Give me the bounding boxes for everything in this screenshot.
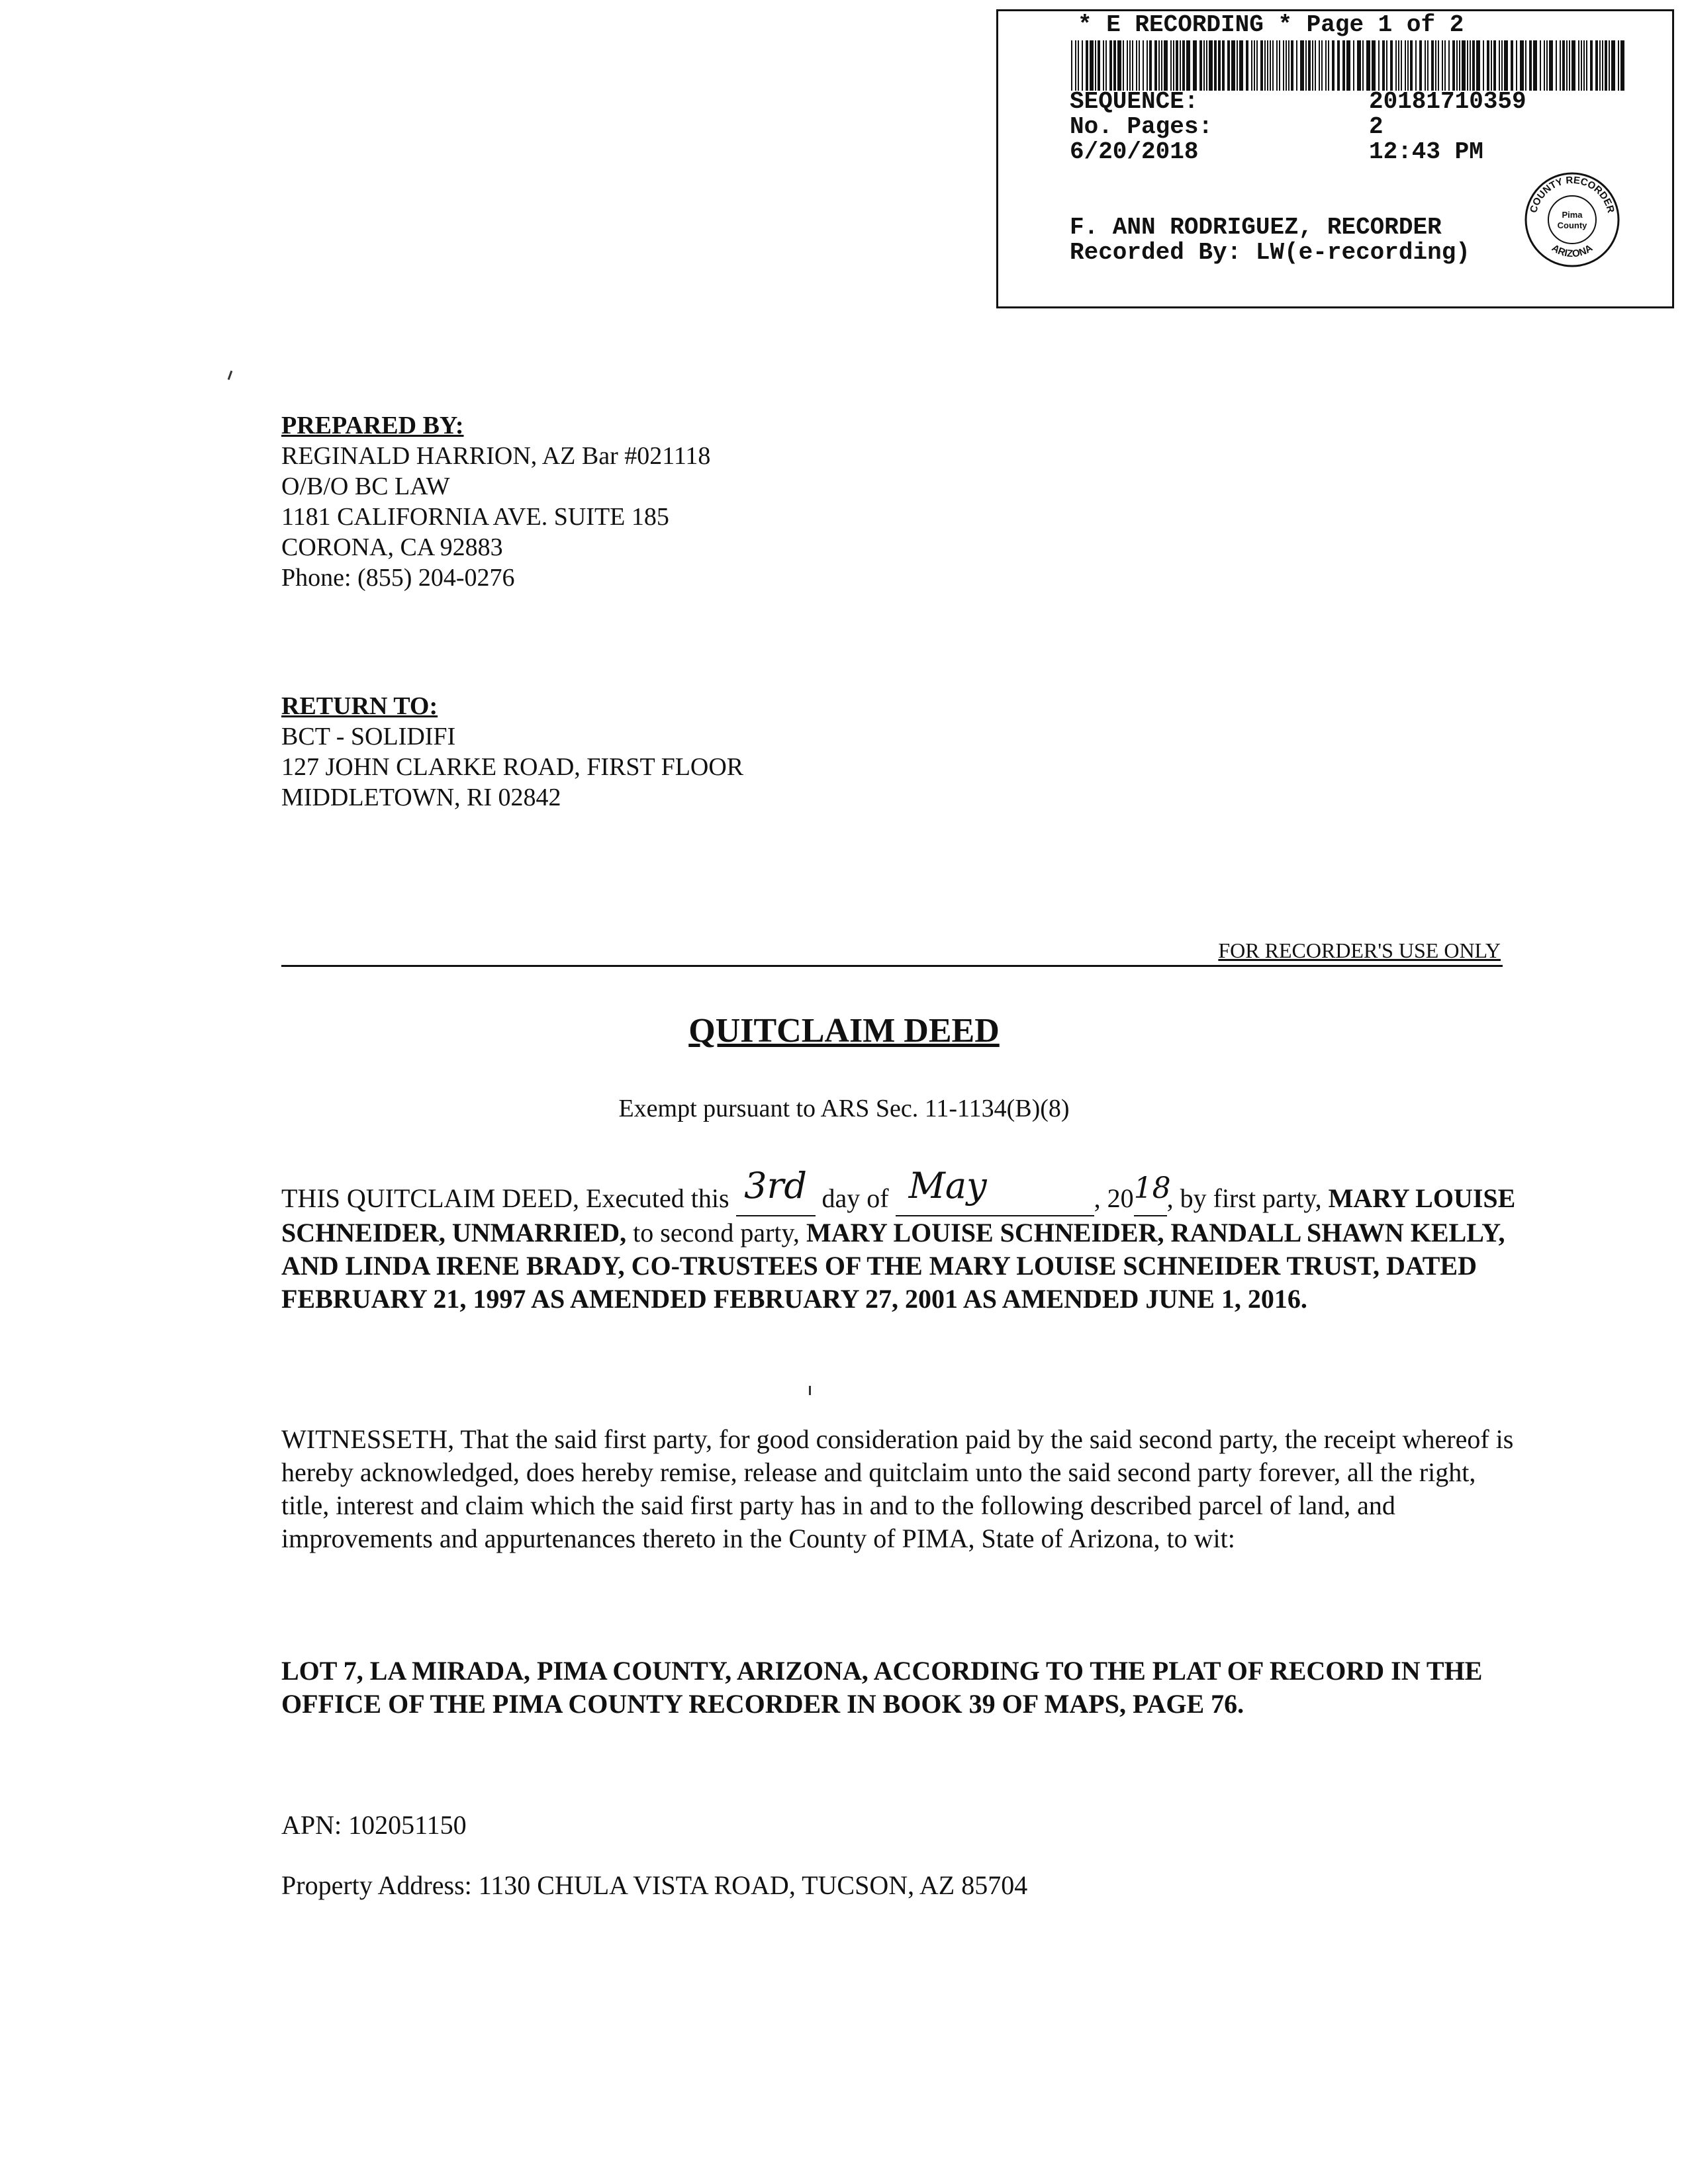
barcode-bar [1452,40,1455,91]
return-to-block [281,691,743,813]
barcode-bar [1319,40,1320,91]
barcode-bar [1583,40,1585,91]
second-party: MARY LOUISE SCHNEIDER, RANDALL SHAWN KELLY, AND LINDA IRENE BRADY, CO-TRUSTEES OF THE MARY LOUISE SCHNEIDER TRUST, DATED FEBRUARY 21, 1997 AS AMENDED FEBRUARY 27, 2001 AS AMENDED JUNE 1, 2016. [281,1218,1505,1314]
barcode-bar [1206,40,1207,91]
barcode-bar [1546,40,1548,91]
legal-description: LOT 7, LA MIRADA, PIMA COUNTY, ARIZONA, ACCORDING TO THE PLAT OF RECORD IN THE OFFICE OF THE PIMA COUNTY RECORDER IN BOOK 39 OF MAPS, PAGE 76. [281,1656,1483,1719]
return-to-line: MIDDLETOWN, RI 02842 [281,784,561,811]
witnesseth-paragraph: WITNESSETH, That the said first party, for good consideration paid by the said second party, the receipt whereof is hereby acknowledged, does hereby remise, release and quitclaim unto the said second party forever, all the right, title, interest and claim which the said first party has in and to the following described parcel of land, and improvements and appurtenances thereto in the County of PIMA, State of Arizona, to wit: [281,1424,1514,1553]
barcode-bar [1602,40,1603,91]
barcode-bar [1098,40,1100,91]
barcode-bar [1435,40,1436,91]
barcode-bar [1239,40,1243,91]
barcode-bar [1366,40,1370,91]
barcode-bar [1407,40,1409,91]
document-title: QUITCLAIM DEED [688,1012,1000,1050]
barcode-bar [1332,40,1335,91]
stamp-header: * E RECORDING * Page 1 of 2 [1078,11,1464,38]
barcode-bar [1308,40,1311,91]
barcode-bar [1129,40,1131,91]
exemption-note: Exempt pursuant to ARS Sec. 11-1134(B)(8) [618,1095,1070,1122]
seal-center-text-1: Pima [1562,210,1583,220]
barcode-bar [1147,40,1148,91]
barcode-bar [1499,40,1500,91]
barcode-bar [1214,40,1217,91]
barcode-bar [1459,40,1460,91]
barcode-bar [1609,40,1610,91]
barcode-bar [1501,40,1503,91]
barcode-bar [1357,40,1361,91]
barcode-bar [1199,40,1202,91]
prepared-by-line: O/B/O BC LAW [281,473,450,500]
barcode-bar [1566,40,1568,91]
prepared-by-line: REGINALD HARRION, AZ Bar #021118 [281,442,711,470]
apn: APN: 102051150 [281,1810,467,1840]
recording-date: 6/20/2018 [1070,138,1199,165]
barcode-bar [1267,40,1268,91]
barcode-bar [1491,40,1492,91]
barcode-bar [1291,40,1293,91]
barcode-bar [1312,40,1313,91]
barcode-bar [1328,40,1329,91]
day-blank [736,1165,816,1216]
barcode-bar [1401,40,1402,91]
barcode-bar [1182,40,1185,91]
barcode-bar [1362,40,1364,91]
barcode-bar [1109,40,1112,91]
barcode-bar [1544,40,1545,91]
pages-value: 2 [1369,113,1383,140]
barcode [1071,40,1627,91]
barcode-bar [1398,40,1399,91]
barcode-bar [1386,40,1387,91]
prepared-by-heading: PREPARED BY: [281,412,464,439]
barcode-bar [1127,40,1128,91]
barcode-bar [1342,40,1345,91]
barcode-bar [1571,40,1575,91]
barcode-bar [1487,40,1489,91]
seal-bottom-text: ARIZONA [1549,242,1595,260]
barcode-bar [1173,40,1174,91]
barcode-bar [1353,40,1354,91]
grant-year-prefix: , 20 [1094,1183,1134,1213]
barcode-bar [1176,40,1178,91]
prepared-by-block [281,410,710,593]
barcode-bar [1300,40,1304,91]
barcode-bar [1533,40,1537,91]
property-address: Property Address: 1130 CHULA VISTA ROAD, TUCSON, AZ 85704 [281,1870,1028,1900]
recording-time: 12:43 PM [1369,138,1483,165]
barcode-bar [1075,40,1076,91]
barcode-bar [1170,40,1172,91]
first-party: MARY LOUISE SCHNEIDER, UNMARRIED, [281,1183,1516,1248]
barcode-bar [1438,40,1439,91]
sequence-label: SEQUENCE: [1070,88,1199,115]
barcode-bar [1390,40,1393,91]
barcode-bar [1529,40,1532,91]
grant-to-second: to second party, [633,1218,800,1248]
barcode-bar [1117,40,1121,91]
prepared-by-line: 1181 CALIFORNIA AVE. SUITE 185 [281,503,669,531]
barcode-bar [1595,40,1598,91]
barcode-bar [1427,40,1429,91]
stray-mark [809,1386,811,1395]
barcode-bar [1419,40,1422,91]
barcode-bar [1254,40,1255,91]
barcode-bar [1203,40,1205,91]
barcode-bar [1272,40,1274,91]
month-blank [896,1165,1094,1216]
grant-paragraph [281,1165,1526,1316]
barcode-bar [1222,40,1225,91]
barcode-bar [1540,40,1541,91]
barcode-bar [1556,40,1557,91]
barcode-bar [1251,40,1252,91]
barcode-bar [1472,40,1475,91]
recorder-use-rule [281,965,1503,967]
barcode-bar [1231,40,1235,91]
barcode-bar [1395,40,1397,91]
barcode-bar [1227,40,1230,91]
recorder-name: F. ANN RODRIGUEZ, RECORDER [1070,214,1442,241]
barcode-bar [1442,40,1443,91]
barcode-bar [1218,40,1221,91]
barcode-bar [1193,40,1197,91]
barcode-bar [1456,40,1458,91]
barcode-bar [1264,40,1266,91]
barcode-bar [1560,40,1561,91]
stray-mark [228,371,233,380]
grant-after-year: , by first party, [1166,1183,1322,1213]
barcode-bar [1180,40,1181,91]
barcode-bar [1520,40,1524,91]
prepared-by-line: CORONA, CA 92883 [281,533,503,561]
barcode-bar [1382,40,1385,91]
barcode-bar [1493,40,1496,91]
barcode-bar [1154,40,1157,91]
barcode-bar [1476,40,1480,91]
grant-intro: THIS QUITCLAIM DEED, Executed this [281,1183,729,1213]
recorder-use-label: FOR RECORDER'S USE ONLY [1218,938,1501,962]
barcode-bar [1605,40,1607,91]
handwritten-month: May [908,1165,987,1206]
barcode-bar [1549,40,1553,91]
pages-label: No. Pages: [1070,113,1213,140]
barcode-bar [1569,40,1570,91]
barcode-bar [1078,40,1079,91]
barcode-bar [1431,40,1434,91]
barcode-bar [1620,40,1624,91]
barcode-bar [1448,40,1450,91]
barcode-bar [1136,40,1137,91]
barcode-bar [1256,40,1258,91]
barcode-bar [1143,40,1144,91]
barcode-bar [1462,40,1466,91]
barcode-bar [1562,40,1565,91]
barcode-bar [1103,40,1104,91]
barcode-bar [1270,40,1271,91]
barcode-bar [1321,40,1323,91]
barcode-bar [1444,40,1446,91]
barcode-bar [1425,40,1426,91]
barcode-bar [1611,40,1615,91]
barcode-bar [1288,40,1289,91]
barcode-bar [1504,40,1508,91]
barcode-bar [1315,40,1316,91]
barcode-bar [1105,40,1107,91]
barcode-bar [1578,40,1579,91]
barcode-bar [1405,40,1406,91]
barcode-bar [1186,40,1190,91]
barcode-bar [1209,40,1213,91]
barcode-bar [1123,40,1124,91]
barcode-bar [1132,40,1133,91]
sequence-value: 20181710359 [1369,88,1526,115]
barcode-bar [1086,40,1088,91]
barcode-bar [1164,40,1168,91]
return-to-line: BCT - SOLIDIFI [281,723,456,751]
return-to-heading: RETURN TO: [281,692,438,720]
barcode-bar [1337,40,1340,91]
barcode-bar [1378,40,1380,91]
barcode-bar [1372,40,1376,91]
barcode-bar [1246,40,1248,91]
barcode-bar [1260,40,1263,91]
barcode-bar [1113,40,1116,91]
barcode-bar [1325,40,1327,91]
barcode-bar [1237,40,1238,91]
barcode-bar [1581,40,1582,91]
handwritten-day: 3rd [744,1165,807,1206]
barcode-bar [1090,40,1094,91]
barcode-bar [1161,40,1162,91]
recording-stamp [996,9,1674,308]
barcode-bar [1276,40,1278,91]
recorded-by: Recorded By: LW(e-recording) [1070,239,1470,266]
barcode-bar [1296,40,1297,91]
barcode-bar [1586,40,1587,91]
handwritten-year: 18 [1133,1171,1171,1205]
county-recorder-seal [1523,170,1622,269]
barcode-bar [1149,40,1152,91]
return-to-line: 127 JOHN CLARKE ROAD, FIRST FLOOR [281,753,744,781]
barcode-bar [1082,40,1083,91]
barcode-bar [1305,40,1307,91]
year-blank [1133,1171,1171,1216]
barcode-bar [1415,40,1417,91]
barcode-bar [1410,40,1413,91]
barcode-bar [1467,40,1468,91]
barcode-bar [1158,40,1160,91]
grant-day-of: day of [821,1183,889,1213]
barcode-bar [1346,40,1350,91]
barcode-bar [1470,40,1471,91]
barcode-bar [1095,40,1096,91]
seal-center-text-2: County [1557,220,1587,230]
barcode-bar [1283,40,1284,91]
barcode-bar [1525,40,1526,91]
prepared-by-line: Phone: (855) 204-0276 [281,564,515,592]
barcode-bar [1618,40,1619,91]
barcode-bar [1139,40,1140,91]
barcode-bar [1590,40,1593,91]
seal-top-text: COUNTY RECORDER [1528,174,1617,214]
barcode-bar [1599,40,1601,91]
barcode-bar [1286,40,1287,91]
barcode-bar [1483,40,1484,91]
barcode-bar [1516,40,1517,91]
barcode-bar [1279,40,1280,91]
barcode-bar [1071,40,1072,91]
barcode-bar [1511,40,1513,91]
